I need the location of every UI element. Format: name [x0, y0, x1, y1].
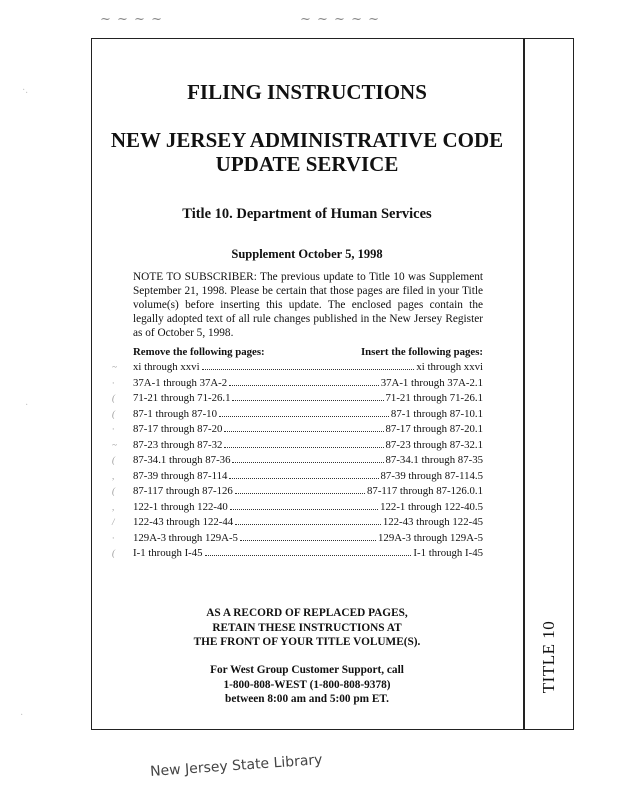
scan-speck: ·: [20, 710, 24, 721]
support-notice: [91, 663, 523, 707]
table-row: [133, 500, 483, 516]
table-row: [133, 453, 483, 469]
table-row: [133, 515, 483, 531]
insert-pages: 87-117 through 87-126.0.1: [367, 485, 483, 497]
table-row: [133, 360, 483, 376]
table-row: [133, 391, 483, 407]
remove-pages: 87-17 through 87-20: [133, 423, 223, 435]
page-title: FILING INSTRUCTIONS: [187, 80, 427, 104]
dot-leader: [229, 469, 378, 479]
dot-leader: [235, 484, 365, 494]
side-tab-divider: [523, 38, 525, 730]
remove-pages: 87-34.1 through 87-36: [133, 454, 231, 466]
record-line-2: RETAIN THESE INSTRUCTIONS AT: [212, 621, 402, 634]
supplement-date: Supplement October 5, 1998: [231, 247, 383, 261]
insert-pages: 87-34.1 through 87-35: [385, 454, 483, 466]
support-line-2: 1-800-808-WEST (1-800-808-9378): [223, 678, 391, 691]
scan-speck: ·.: [22, 85, 28, 96]
remove-pages: 37A-1 through 37A-2: [133, 376, 228, 389]
library-stamp: New Jersey State Library: [149, 751, 323, 781]
insert-pages: 37A-1 through 37A-2.1: [380, 376, 483, 389]
insert-pages: I-1 through I-45: [413, 547, 483, 559]
remove-pages: 71-21 through 71-26.1: [133, 392, 231, 404]
insert-pages: xi through xxvi: [416, 361, 483, 373]
note-to-subscriber: NOTE TO SUBSCRIBER: The previous update to Title 10 was Supplement September 21, 1998. Please be certain that those pages are filed in your Title volume(s) before inserting this update. The enclosed pages contain the legally adopted text of all rule changes published in the New Jersey Register as of October 5, 1998.: [133, 271, 483, 340]
table-row: [133, 546, 483, 562]
dot-leader: [232, 453, 383, 463]
dot-leader: [224, 438, 383, 448]
code-title-line-2: UPDATE SERVICE: [215, 152, 399, 176]
remove-pages: 129A-3 through 129A-5: [133, 531, 238, 544]
remove-pages: 87-23 through 87-32: [133, 438, 223, 451]
insert-pages: 129A-3 through 129A-5: [378, 531, 483, 544]
remove-pages: 87-117 through 87-126: [133, 485, 233, 497]
remove-header: Remove the following pages:: [133, 346, 265, 358]
support-line-3: between 8:00 am and 5:00 pm ET.: [225, 693, 389, 705]
remove-pages: 122-43 through 122-44: [133, 516, 234, 528]
record-line-1: AS A RECORD OF REPLACED PAGES,: [206, 607, 408, 619]
remove-pages: I-1 through I-45: [133, 547, 203, 559]
insert-pages: 122-43 through 122-45: [382, 516, 483, 528]
handwritten-checkmarks: ~ · ( ( · ~ ( , ( , / · (: [112, 362, 117, 558]
handwritten-scribble: ~ ~ ~ ~ ~: [300, 12, 380, 27]
remove-pages: xi through xxvi: [133, 361, 200, 373]
dot-leader: [230, 500, 378, 510]
side-tab-title: TITLE 10: [539, 620, 558, 694]
code-title: [91, 128, 523, 176]
table-header: [133, 346, 483, 360]
insert-pages: 87-17 through 87-20.1: [385, 423, 483, 435]
support-line-1: For West Group Customer Support, call: [210, 664, 404, 676]
insert-pages: 122-1 through 122-40.5: [380, 500, 483, 513]
insert-pages: 87-23 through 87-32.1: [385, 438, 483, 451]
dot-leader: [224, 422, 383, 432]
dot-leader: [202, 360, 415, 370]
record-line-3: THE FRONT OF YOUR TITLE VOLUME(S).: [193, 636, 421, 648]
insert-header: Insert the following pages:: [360, 346, 483, 358]
table-row: [133, 484, 483, 500]
handwritten-scribble: ~ ~ ~ ~: [100, 12, 163, 27]
insert-pages: 87-1 through 87-10.1: [390, 407, 483, 420]
insert-pages: 71-21 through 71-26.1: [385, 392, 483, 404]
dot-leader: [229, 376, 379, 386]
scan-speck: ·: [25, 400, 29, 411]
insert-pages: 87-39 through 87-114.5: [380, 469, 483, 482]
table-row: [133, 407, 483, 423]
title-department: Title 10. Department of Human Services: [182, 206, 432, 222]
page-replacement-table: [133, 360, 483, 562]
table-row: [133, 438, 483, 454]
record-notice: [91, 606, 523, 650]
dot-leader: [240, 531, 376, 541]
dot-leader: [205, 546, 412, 556]
remove-pages: 122-1 through 122-40: [133, 500, 228, 513]
table-row: [133, 531, 483, 547]
table-row: [133, 469, 483, 485]
code-title-line-1: NEW JERSEY ADMINISTRATIVE CODE: [110, 128, 504, 152]
dot-leader: [235, 515, 381, 525]
table-row: [133, 376, 483, 392]
remove-pages: 87-39 through 87-114: [133, 469, 228, 482]
dot-leader: [232, 391, 383, 401]
dot-leader: [219, 407, 389, 417]
remove-pages: 87-1 through 87-10: [133, 407, 217, 420]
table-row: [133, 422, 483, 438]
